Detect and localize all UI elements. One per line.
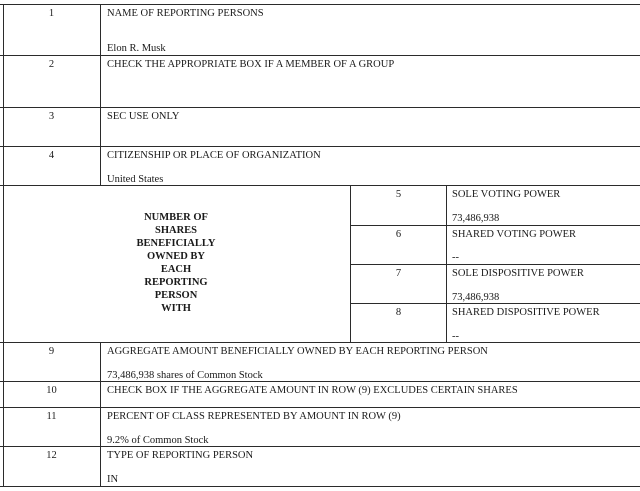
row-value: 73,486,938 shares of Common Stock bbox=[107, 370, 263, 381]
row-number: 12 bbox=[46, 450, 57, 461]
row-number: 10 bbox=[46, 385, 57, 396]
label-line: NUMBER OF bbox=[144, 212, 208, 223]
item-value: -- bbox=[452, 252, 459, 263]
item-value: -- bbox=[452, 331, 459, 342]
row-value: Elon R. Musk bbox=[107, 43, 166, 54]
row-heading: CHECK BOX IF THE AGGREGATE AMOUNT IN ROW (9) EXCLUDES CERTAIN SHARES bbox=[107, 385, 518, 396]
rule-shares-bottom bbox=[0, 342, 640, 343]
item-heading: SOLE VOTING POWER bbox=[452, 189, 561, 200]
label-line: REPORTING bbox=[144, 277, 208, 288]
row-heading: NAME OF REPORTING PERSONS bbox=[107, 8, 264, 19]
rule-shares-number-col bbox=[446, 185, 447, 343]
row-value: United States bbox=[107, 174, 164, 185]
item-value: 73,486,938 bbox=[452, 292, 500, 303]
item-heading: SHARED VOTING POWER bbox=[452, 229, 577, 240]
item-number: 7 bbox=[395, 268, 402, 279]
item-value: 73,486,938 bbox=[452, 213, 500, 224]
label-line: BENEFICIALLY bbox=[136, 238, 216, 249]
shares-beneficially-owned-label bbox=[100, 211, 252, 315]
rule-row4-bottom bbox=[0, 185, 640, 186]
row-number: 9 bbox=[48, 346, 55, 357]
item-heading: SOLE DISPOSITIVE POWER bbox=[452, 268, 584, 279]
rule-top bbox=[0, 4, 640, 5]
rule-item5-bottom bbox=[350, 225, 640, 226]
rule-number-col-top bbox=[100, 4, 101, 186]
row-number: 3 bbox=[48, 111, 55, 122]
label-line: PERSON bbox=[154, 290, 198, 301]
rule-row9-bottom bbox=[0, 381, 640, 382]
row-number: 4 bbox=[48, 150, 55, 161]
rule-item6-bottom bbox=[350, 264, 640, 265]
row-heading: TYPE OF REPORTING PERSON bbox=[107, 450, 254, 461]
row-value: 9.2% of Common Stock bbox=[107, 435, 209, 446]
rule-row11-bottom bbox=[0, 446, 640, 447]
label-line: OWNED BY bbox=[146, 251, 206, 262]
row-value: IN bbox=[107, 474, 119, 485]
item-number: 6 bbox=[395, 229, 402, 240]
rule-row10-bottom bbox=[0, 407, 640, 408]
label-line: EACH bbox=[160, 264, 192, 275]
rule-row3-bottom bbox=[0, 146, 640, 147]
rule-bottom bbox=[0, 486, 640, 487]
rule-row2-bottom bbox=[0, 107, 640, 108]
row-number: 11 bbox=[46, 411, 57, 422]
label-line: SHARES bbox=[154, 225, 197, 236]
row-heading: SEC USE ONLY bbox=[107, 111, 180, 122]
row-number: 1 bbox=[48, 8, 55, 19]
rule-number-col-bottom bbox=[100, 342, 101, 487]
row-heading: CITIZENSHIP OR PLACE OF ORGANIZATION bbox=[107, 150, 321, 161]
row-heading: AGGREGATE AMOUNT BENEFICIALLY OWNED BY EACH REPORTING PERSON bbox=[107, 346, 488, 357]
rule-row1-bottom bbox=[0, 55, 640, 56]
item-number: 5 bbox=[395, 189, 402, 200]
row-number: 2 bbox=[48, 59, 55, 70]
row-heading: PERCENT OF CLASS REPRESENTED BY AMOUNT IN ROW (9) bbox=[107, 411, 401, 422]
row-heading: CHECK THE APPROPRIATE BOX IF A MEMBER OF A GROUP bbox=[107, 59, 395, 70]
label-line: WITH bbox=[161, 303, 191, 314]
item-number: 8 bbox=[395, 307, 402, 318]
item-heading: SHARED DISPOSITIVE POWER bbox=[452, 307, 600, 318]
rule-shares-split bbox=[350, 185, 351, 343]
